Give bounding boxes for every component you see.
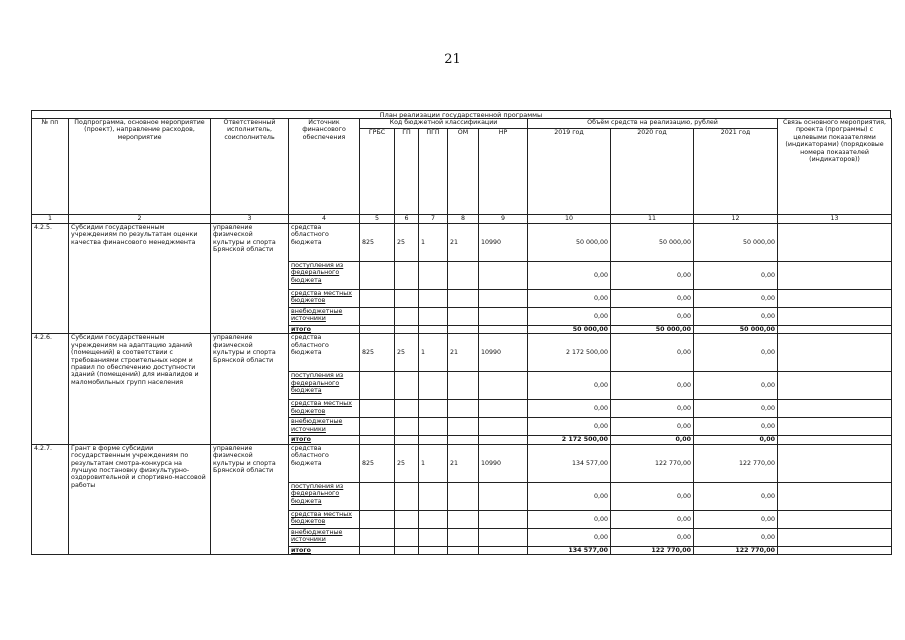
empty-cell — [395, 262, 419, 290]
amount-2019: 0,00 — [528, 262, 611, 290]
header-2021: 2021 год — [694, 129, 778, 215]
column-numbers-row — [32, 215, 892, 224]
empty-cell — [419, 482, 448, 510]
empty-cell — [360, 418, 395, 436]
indicator-link-cell — [778, 510, 892, 528]
amount-2021: 0,00 — [694, 400, 778, 418]
col-number: 7 — [419, 215, 448, 224]
empty-cell — [448, 482, 479, 510]
amount-2021: 0,00 — [694, 418, 778, 436]
header-2019: 2019 год — [528, 129, 611, 215]
empty-cell — [395, 326, 419, 334]
amount-2019: 134 577,00 — [528, 444, 611, 482]
header-om: ОМ — [448, 129, 479, 215]
code-pgp: 1 — [419, 444, 448, 482]
empty-cell — [479, 436, 528, 444]
empty-cell — [395, 290, 419, 308]
amount-2019: 50 000,00 — [528, 326, 611, 334]
amount-2021: 0,00 — [694, 308, 778, 326]
amount-2021: 0,00 — [694, 262, 778, 290]
funding-source: внебюджетные источники — [289, 418, 360, 436]
funding-source: внебюджетные источники — [289, 308, 360, 326]
empty-cell — [479, 290, 528, 308]
empty-cell — [479, 308, 528, 326]
code-grbs: 825 — [360, 334, 395, 372]
funding-source: средства областного бюджета — [289, 334, 360, 372]
empty-cell — [360, 372, 395, 400]
amount-2021: 0,00 — [694, 436, 778, 444]
table-row — [32, 444, 892, 482]
empty-cell — [448, 546, 479, 554]
responsible-executor: управление физической культуры и спорта Брянской области — [211, 334, 289, 444]
indicator-link-cell — [778, 334, 892, 372]
empty-cell — [448, 436, 479, 444]
amount-2019: 0,00 — [528, 290, 611, 308]
amount-2021: 50 000,00 — [694, 224, 778, 262]
code-om: 21 — [448, 334, 479, 372]
page-number: 21 — [444, 52, 461, 67]
indicator-link-cell — [778, 262, 892, 290]
amount-2020: 0,00 — [611, 372, 694, 400]
indicator-link-cell — [778, 400, 892, 418]
amount-2019: 0,00 — [528, 528, 611, 546]
row-number: 4.2.7. — [32, 444, 69, 554]
amount-2020: 0,00 — [611, 510, 694, 528]
code-pgp: 1 — [419, 334, 448, 372]
empty-cell — [419, 436, 448, 444]
col-number: 13 — [778, 215, 892, 224]
amount-2021: 50 000,00 — [694, 326, 778, 334]
col-number: 5 — [360, 215, 395, 224]
indicator-link-cell — [778, 372, 892, 400]
empty-cell — [419, 308, 448, 326]
indicator-link-cell — [778, 308, 892, 326]
empty-cell — [448, 510, 479, 528]
empty-cell — [479, 482, 528, 510]
plan-title: План реализации государственной программы — [31, 110, 891, 119]
funding-source: итого — [289, 326, 360, 334]
empty-cell — [448, 290, 479, 308]
amount-2021: 0,00 — [694, 482, 778, 510]
code-nr: 10990 — [479, 224, 528, 262]
indicator-link-cell — [778, 444, 892, 482]
indicator-link-cell — [778, 290, 892, 308]
empty-cell — [419, 372, 448, 400]
code-gp: 25 — [395, 224, 419, 262]
empty-cell — [360, 546, 395, 554]
table-body — [32, 119, 892, 555]
amount-2019: 134 577,00 — [528, 546, 611, 554]
code-nr: 10990 — [479, 334, 528, 372]
empty-cell — [395, 528, 419, 546]
header-2020: 2020 год — [611, 129, 694, 215]
amount-2019: 0,00 — [528, 418, 611, 436]
empty-cell — [479, 546, 528, 554]
activity-name: Грант в форме субсидии государственным учреждениям по результатам смотра-конкурса на лучшую постановку физкультурно-оздоровительной и спортивно-массовой работы — [69, 444, 211, 554]
amount-2020: 0,00 — [611, 262, 694, 290]
amount-2020: 0,00 — [611, 308, 694, 326]
empty-cell — [419, 546, 448, 554]
amount-2019: 0,00 — [528, 308, 611, 326]
empty-cell — [395, 372, 419, 400]
col-number: 4 — [289, 215, 360, 224]
amount-2021: 122 770,00 — [694, 546, 778, 554]
funding-source: внебюджетные источники — [289, 528, 360, 546]
col-number: 1 — [32, 215, 69, 224]
empty-cell — [479, 400, 528, 418]
empty-cell — [448, 308, 479, 326]
empty-cell — [360, 436, 395, 444]
amount-2019: 2 172 500,00 — [528, 334, 611, 372]
amount-2020: 0,00 — [611, 528, 694, 546]
empty-cell — [479, 418, 528, 436]
funding-source: поступления из федерального бюджета — [289, 372, 360, 400]
amount-2020: 0,00 — [611, 418, 694, 436]
amount-2019: 0,00 — [528, 482, 611, 510]
empty-cell — [419, 418, 448, 436]
amount-2020: 0,00 — [611, 400, 694, 418]
amount-2020: 50 000,00 — [611, 326, 694, 334]
funding-source: поступления из федерального бюджета — [289, 482, 360, 510]
amount-2021: 0,00 — [694, 290, 778, 308]
funding-source: итого — [289, 546, 360, 554]
col-number: 12 — [694, 215, 778, 224]
funding-source: итого — [289, 436, 360, 444]
col-number: 3 — [211, 215, 289, 224]
amount-2021: 0,00 — [694, 528, 778, 546]
empty-cell — [395, 546, 419, 554]
empty-cell — [479, 510, 528, 528]
indicator-link-cell — [778, 482, 892, 510]
table-row — [32, 224, 892, 262]
row-number: 4.2.6. — [32, 334, 69, 444]
amount-2020: 122 770,00 — [611, 546, 694, 554]
col-number: 9 — [479, 215, 528, 224]
header-kbk: Код бюджетной классификации — [360, 119, 528, 129]
empty-cell — [448, 262, 479, 290]
empty-cell — [395, 436, 419, 444]
amount-2019: 0,00 — [528, 510, 611, 528]
empty-cell — [419, 510, 448, 528]
responsible-executor: управление физической культуры и спорта Брянской области — [211, 224, 289, 334]
col-number: 2 — [69, 215, 211, 224]
empty-cell — [395, 400, 419, 418]
empty-cell — [419, 326, 448, 334]
empty-cell — [360, 262, 395, 290]
activity-name: Субсидии государственным учреждениям по результатам оценки качества финансового менеджмента — [69, 224, 211, 334]
indicator-link-cell — [778, 528, 892, 546]
empty-cell — [448, 528, 479, 546]
empty-cell — [419, 400, 448, 418]
code-om: 21 — [448, 224, 479, 262]
code-pgp: 1 — [419, 224, 448, 262]
header-grbs: ГРБС — [360, 129, 395, 215]
empty-cell — [360, 290, 395, 308]
header-pgp: ПГП — [419, 129, 448, 215]
amount-2020: 0,00 — [611, 482, 694, 510]
indicator-link-cell — [778, 436, 892, 444]
empty-cell — [419, 528, 448, 546]
amount-2021: 0,00 — [694, 510, 778, 528]
empty-cell — [479, 326, 528, 334]
header-name: Подпрограмма, основное мероприятие (проект), направление расходов, мероприятие — [69, 119, 211, 215]
empty-cell — [395, 308, 419, 326]
empty-cell — [479, 372, 528, 400]
header-source: Источник финансового обеспечения — [289, 119, 360, 215]
activity-name: Субсидии государственным учреждениям на адаптацию зданий (помещений) в соответствии с требованиями строительных норм и правил по обеспечению доступности зданий (помещений) для инвалидов и маломобильных групп населения — [69, 334, 211, 444]
indicator-link-cell — [778, 546, 892, 554]
funding-source: поступления из федерального бюджета — [289, 262, 360, 290]
empty-cell — [360, 400, 395, 418]
code-nr: 10990 — [479, 444, 528, 482]
col-number: 8 — [448, 215, 479, 224]
empty-cell — [360, 510, 395, 528]
col-number: 11 — [611, 215, 694, 224]
empty-cell — [395, 418, 419, 436]
amount-2020: 0,00 — [611, 334, 694, 372]
empty-cell — [479, 262, 528, 290]
empty-cell — [360, 308, 395, 326]
amount-2020: 0,00 — [611, 436, 694, 444]
empty-cell — [479, 528, 528, 546]
amount-2019: 0,00 — [528, 400, 611, 418]
amount-2021: 0,00 — [694, 334, 778, 372]
empty-cell — [448, 372, 479, 400]
plan-table — [31, 118, 892, 555]
amount-2021: 0,00 — [694, 372, 778, 400]
header-volume: Объём средств на реализацию, рублей — [528, 119, 778, 129]
empty-cell — [360, 326, 395, 334]
empty-cell — [419, 262, 448, 290]
funding-source: средства областного бюджета — [289, 444, 360, 482]
funding-source: средства областного бюджета — [289, 224, 360, 262]
code-grbs: 825 — [360, 224, 395, 262]
indicator-link-cell — [778, 326, 892, 334]
empty-cell — [419, 290, 448, 308]
empty-cell — [360, 528, 395, 546]
empty-cell — [395, 482, 419, 510]
header-num: № пп — [32, 119, 69, 215]
code-om: 21 — [448, 444, 479, 482]
col-number: 10 — [528, 215, 611, 224]
code-grbs: 825 — [360, 444, 395, 482]
empty-cell — [360, 482, 395, 510]
code-gp: 25 — [395, 444, 419, 482]
amount-2019: 50 000,00 — [528, 224, 611, 262]
row-number: 4.2.5. — [32, 224, 69, 334]
header-responsible: Ответственный исполнитель, соисполнитель — [211, 119, 289, 215]
table-row — [32, 334, 892, 372]
empty-cell — [448, 418, 479, 436]
empty-cell — [395, 510, 419, 528]
indicator-link-cell — [778, 418, 892, 436]
responsible-executor: управление физической культуры и спорта Брянской области — [211, 444, 289, 554]
funding-source: средства местных бюджетов — [289, 400, 360, 418]
amount-2021: 122 770,00 — [694, 444, 778, 482]
empty-cell — [448, 400, 479, 418]
header-nr: НР — [479, 129, 528, 215]
amount-2020: 0,00 — [611, 290, 694, 308]
amount-2019: 2 172 500,00 — [528, 436, 611, 444]
empty-cell — [448, 326, 479, 334]
header-link: Связь основного мероприятия, проекта (программы) с целевыми показателями (индикаторами) (порядковые номера показателей (индикаторов)) — [778, 119, 892, 215]
amount-2020: 50 000,00 — [611, 224, 694, 262]
funding-source: средства местных бюджетов — [289, 510, 360, 528]
header-gp: ГП — [395, 129, 419, 215]
amount-2019: 0,00 — [528, 372, 611, 400]
indicator-link-cell — [778, 224, 892, 262]
col-number: 6 — [395, 215, 419, 224]
code-gp: 25 — [395, 334, 419, 372]
amount-2020: 122 770,00 — [611, 444, 694, 482]
funding-source: средства местных бюджетов — [289, 290, 360, 308]
